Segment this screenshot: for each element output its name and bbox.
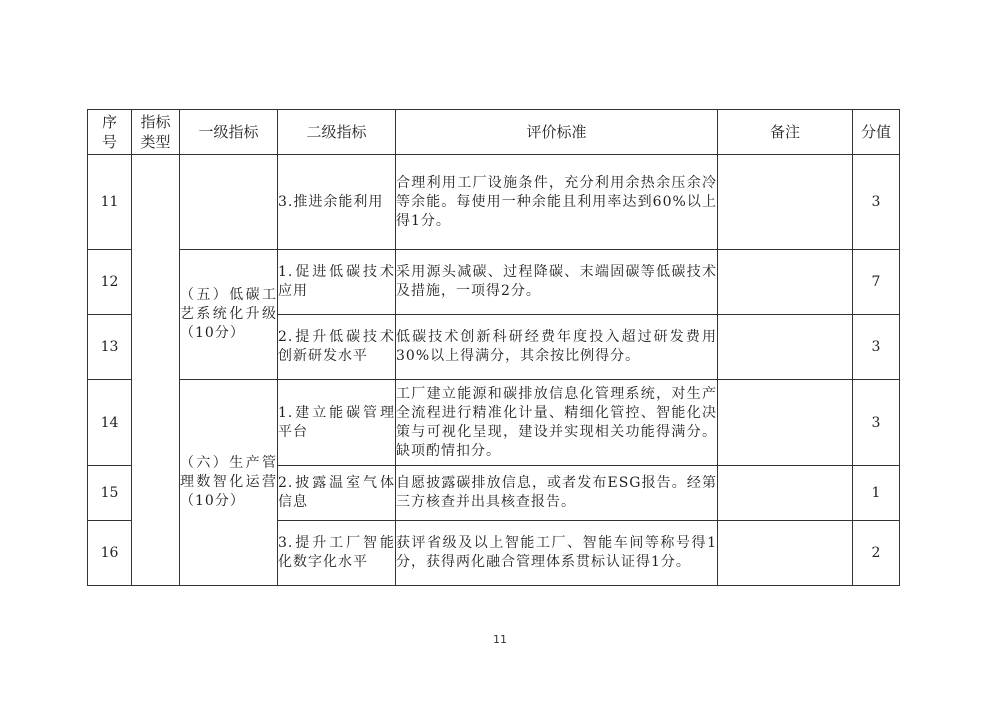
row-criteria: 采用源头减碳、过程降碳、末端固碳等低碳技术及措施，一项得2分。 (396, 250, 718, 315)
row-criteria: 工厂建立能源和碳排放信息化管理系统，对生产全流程进行精准化计量、精细化管控、智能化决策与可视化呈现，建设并实现相关功能得满分。缺项酌情扣分。 (396, 380, 718, 466)
row-score: 3 (853, 315, 900, 380)
row-remark (718, 380, 853, 466)
header-type: 指标类型 (132, 110, 180, 155)
row-seq: 11 (88, 155, 132, 250)
row-score: 2 (853, 521, 900, 586)
row-criteria: 自愿披露碳排放信息，或者发布ESG报告。经第三方核查并出具核查报告。 (396, 466, 718, 521)
level1-group-6: （六）生产管理数智化运营（10分） (180, 380, 278, 586)
row-seq: 13 (88, 315, 132, 380)
row-remark (718, 466, 853, 521)
row-score: 3 (853, 380, 900, 466)
table-row (88, 155, 900, 250)
row-seq: 14 (88, 380, 132, 466)
row-remark (718, 521, 853, 586)
header-seq: 序号 (88, 110, 132, 155)
row-score: 3 (853, 155, 900, 250)
indicator-type-cell (132, 155, 180, 586)
row-level2: 2.披露温室气体信息 (278, 466, 396, 521)
level1-group-5: （五）低碳工艺系统化升级（10分） (180, 250, 278, 380)
row-criteria: 低碳技术创新科研经费年度投入超过研发费用30%以上得满分，其余按比例得分。 (396, 315, 718, 380)
header-level1: 一级指标 (180, 110, 278, 155)
table-row (88, 250, 900, 315)
row-seq: 12 (88, 250, 132, 315)
header-row (88, 110, 900, 155)
row-level2: 3.提升工厂智能化数字化水平 (278, 521, 396, 586)
evaluation-table (87, 109, 900, 586)
row-remark (718, 250, 853, 315)
header-remark: 备注 (718, 110, 853, 155)
header-criteria: 评价标准 (396, 110, 718, 155)
header-score: 分值 (853, 110, 900, 155)
row-score: 1 (853, 466, 900, 521)
level1-cell-empty (180, 155, 278, 250)
header-level2: 二级指标 (278, 110, 396, 155)
row-level2: 2.提升低碳技术创新研发水平 (278, 315, 396, 380)
row-criteria: 获评省级及以上智能工厂、智能车间等称号得1分，获得两化融合管理体系贯标认证得1分。 (396, 521, 718, 586)
row-seq: 16 (88, 521, 132, 586)
row-level2: 3.推进余能利用 (278, 155, 396, 250)
row-level2: 1.促进低碳技术应用 (278, 250, 396, 315)
row-level2: 1.建立能碳管理平台 (278, 380, 396, 466)
page-number: 11 (493, 633, 507, 646)
row-remark (718, 315, 853, 380)
row-criteria: 合理利用工厂设施条件，充分利用余热余压余冷等余能。每使用一种余能且利用率达到60%以上得1分。 (396, 155, 718, 250)
row-remark (718, 155, 853, 250)
row-score: 7 (853, 250, 900, 315)
table-row (88, 380, 900, 466)
row-seq: 15 (88, 466, 132, 521)
